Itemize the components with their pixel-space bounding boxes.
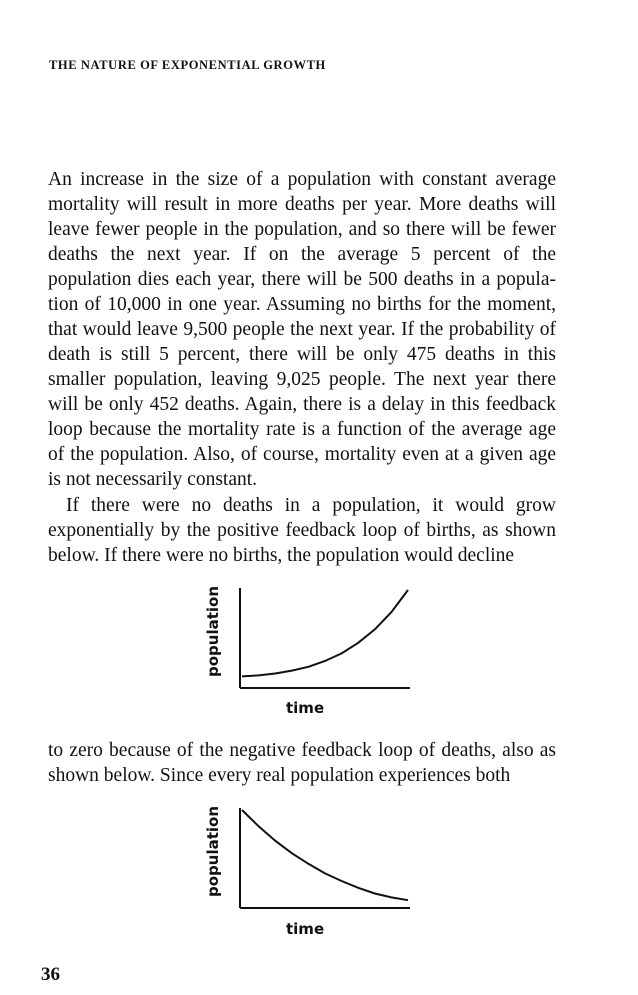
growth-chart-x-label: time xyxy=(286,699,325,717)
page-number: 36 xyxy=(41,964,60,985)
growth-curve xyxy=(242,590,408,676)
paragraph-2: If there were no deaths in a population, it would grow exponentially by the positive feedback loop of births, as shown below. If there were no births, the population would decline xyxy=(48,495,556,566)
decline-chart-x-label: time xyxy=(286,920,325,938)
growth-chart xyxy=(190,580,430,720)
decline-chart-y-label: population xyxy=(204,805,222,897)
decline-curve xyxy=(242,810,408,900)
growth-chart-y-label: population xyxy=(204,585,222,677)
paragraph-1: An increase in the size of a population with constant average mortality will result in more deaths per year. More deaths will leave fewer people in the population, and so there will be fewer deaths the next year. If on the average 5 percent of the population dies each year, there will be 500 deaths in a population of 10,000 in one year. Assuming no births for the moment, that would leave 9,500 people the next year. If the probability of death is still 5 percent, there will be only 475 deaths in this smaller population, leaving 9,025 people. The next year there will be only 452 deaths. Again, there is a delay in this feedback loop because the mortality rate is a function of the average age of the population. Also, of course, mortality even at a given age is not necessarily constant. xyxy=(48,169,556,490)
decline-chart xyxy=(190,800,430,945)
running-head: THE NATURE OF EXPONENTIAL GROWTH xyxy=(49,58,326,72)
paragraph-3: to zero because of the negative feedback loop of deaths, also as shown below. Since every real population experiences both xyxy=(48,740,556,786)
